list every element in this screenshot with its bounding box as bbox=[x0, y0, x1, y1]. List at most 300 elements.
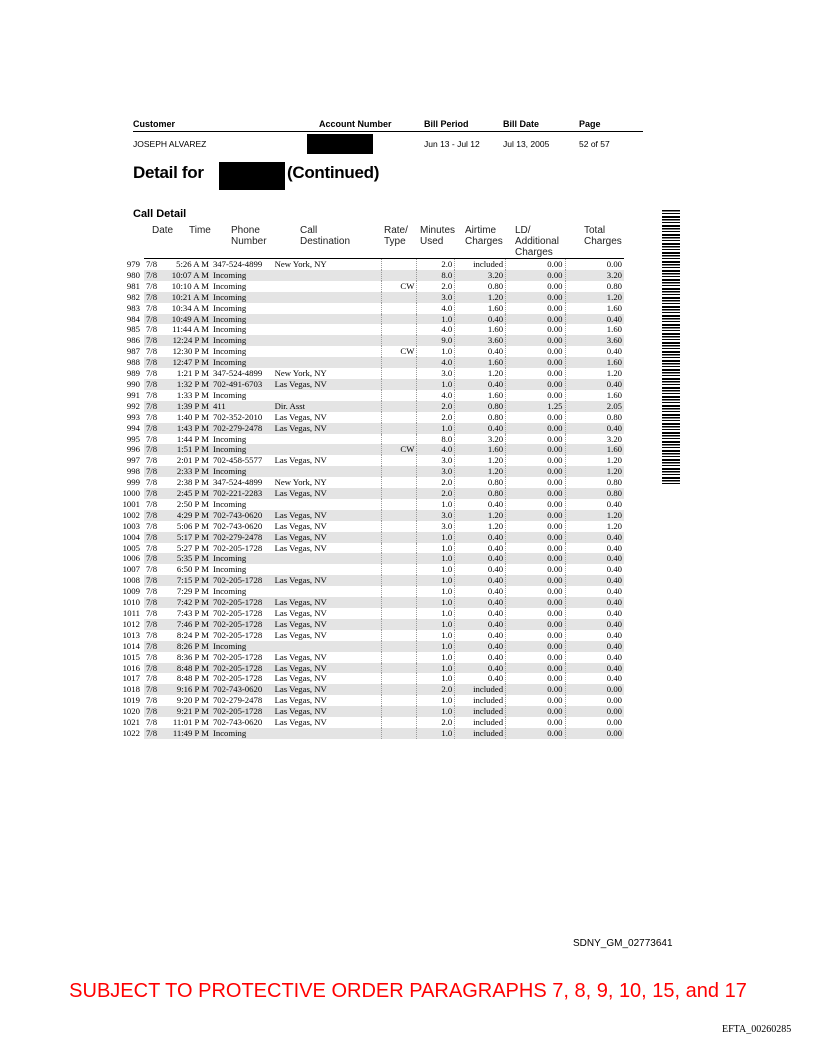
cell-tot: 3.20 bbox=[606, 433, 622, 444]
cell-n: 1004 bbox=[122, 531, 140, 542]
cell-m: 1.0 bbox=[417, 564, 455, 575]
cell-l: 0.00 bbox=[506, 521, 565, 532]
col-total: Total Charges bbox=[584, 225, 622, 247]
cell-p: Incoming bbox=[212, 389, 247, 400]
cell-d: 7/8 bbox=[144, 619, 163, 630]
cell-m: 1.0 bbox=[417, 586, 455, 597]
cell-p: 347-524-4899 bbox=[212, 368, 263, 379]
cell-r bbox=[381, 423, 417, 434]
cell-t: 6:50 P M bbox=[176, 564, 209, 575]
cell-tot: 0.40 bbox=[565, 663, 624, 674]
cell-m: 1.0 bbox=[417, 314, 455, 325]
cell-a: 0.80 bbox=[455, 401, 506, 412]
cell-c: Las Vegas, NV bbox=[273, 597, 382, 608]
cell-n: 979 bbox=[126, 258, 140, 269]
table-row bbox=[118, 488, 624, 499]
cell-d: 7/8 bbox=[144, 553, 163, 564]
cell-p: 411 bbox=[211, 401, 273, 412]
cell-tot: 2.05 bbox=[565, 401, 624, 412]
table-row bbox=[118, 412, 624, 423]
cell-d: 7/8 bbox=[145, 346, 158, 357]
cell-p: 702-205-1728 bbox=[211, 575, 273, 586]
cell-c bbox=[273, 390, 382, 401]
cell-m: 1.0 bbox=[417, 499, 455, 510]
cell-l: 0.00 bbox=[506, 586, 565, 597]
cell-n: 1018 bbox=[122, 684, 140, 695]
cell-a: 0.80 bbox=[455, 488, 506, 499]
cell-r bbox=[381, 717, 417, 728]
cell-r bbox=[381, 510, 417, 521]
cell-n: 1010 bbox=[122, 597, 140, 608]
cell-n: 1015 bbox=[122, 651, 140, 662]
cell-a: 3.20 bbox=[455, 270, 506, 281]
cell-r bbox=[381, 597, 417, 608]
cell-t: 7:42 P M bbox=[163, 597, 211, 608]
cell-d: 7/8 bbox=[145, 280, 158, 291]
cell-t: 8:36 P M bbox=[176, 651, 209, 662]
cell-c bbox=[273, 335, 382, 346]
cell-m: 1.0 bbox=[417, 532, 455, 543]
cell-l: 0.00 bbox=[506, 335, 565, 346]
cell-t: 5:35 P M bbox=[163, 553, 211, 564]
cell-m: 9.0 bbox=[417, 335, 455, 346]
cell-p: Incoming bbox=[211, 466, 273, 477]
cell-r bbox=[381, 521, 417, 532]
cell-l: 0.00 bbox=[506, 357, 565, 368]
cell-c: New York, NY bbox=[273, 368, 382, 379]
continued-label: (Continued) bbox=[287, 163, 380, 182]
col-destination: Call Destination bbox=[300, 225, 351, 247]
cell-d: 7/8 bbox=[145, 695, 158, 706]
cell-tot: 0.40 bbox=[565, 532, 624, 543]
cell-r bbox=[381, 608, 417, 619]
cell-l: 0.00 bbox=[506, 673, 565, 684]
cell-a: 0.40 bbox=[455, 543, 506, 554]
cell-d: 7/8 bbox=[144, 532, 163, 543]
cell-n: 1020 bbox=[122, 706, 140, 717]
cell-p: 347-524-4899 bbox=[211, 259, 273, 270]
cell-tot: 0.00 bbox=[565, 684, 624, 695]
cell-r bbox=[381, 488, 417, 499]
cell-c: Las Vegas, NV bbox=[273, 717, 382, 728]
cell-t: 10:49 A M bbox=[163, 314, 211, 325]
call-detail-heading: Call Detail bbox=[133, 208, 187, 220]
cell-m: 8.0 bbox=[417, 270, 455, 281]
cell-l: 0.00 bbox=[506, 597, 565, 608]
cell-a: 1.60 bbox=[455, 390, 506, 401]
cell-p: 347-524-4899 bbox=[212, 477, 263, 488]
cell-p: Incoming bbox=[212, 498, 247, 509]
cell-t: 4:29 P M bbox=[163, 510, 211, 521]
cell-m: 2.0 bbox=[417, 281, 455, 292]
cell-c: Las Vegas, NV bbox=[273, 412, 382, 423]
col-time: Time bbox=[189, 225, 211, 236]
cell-a: 0.40 bbox=[455, 499, 506, 510]
bill-header bbox=[133, 119, 643, 159]
cell-c: Las Vegas, NV bbox=[273, 695, 382, 706]
cell-r bbox=[381, 532, 417, 543]
cell-a: 0.40 bbox=[455, 532, 506, 543]
cell-c: Las Vegas, NV bbox=[273, 673, 382, 684]
cell-t: 11:49 P M bbox=[163, 728, 211, 739]
cell-m: 1.0 bbox=[417, 652, 455, 663]
cell-a: 0.40 bbox=[455, 608, 506, 619]
cell-t: 1:33 P M bbox=[176, 389, 209, 400]
table-row bbox=[118, 630, 624, 641]
cell-c: Las Vegas, NV bbox=[273, 510, 382, 521]
cell-p: Incoming bbox=[212, 302, 247, 313]
cell-tot: 0.40 bbox=[565, 553, 624, 564]
table-row bbox=[118, 553, 624, 564]
cell-t: 8:26 P M bbox=[163, 641, 211, 652]
table-row bbox=[118, 401, 624, 412]
cell-tot: 0.40 bbox=[606, 586, 622, 597]
cell-l: 0.00 bbox=[506, 314, 565, 325]
cell-n: 997 bbox=[126, 455, 140, 466]
cell-r bbox=[381, 324, 417, 335]
cell-d: 7/8 bbox=[144, 488, 163, 499]
cell-tot: 1.20 bbox=[565, 466, 624, 477]
cell-t: 11:44 A M bbox=[172, 324, 209, 335]
cell-n: 1006 bbox=[122, 553, 140, 564]
cell-p: 702-743-0620 bbox=[212, 520, 263, 531]
cell-r bbox=[381, 641, 417, 652]
cell-d: 7/8 bbox=[144, 597, 163, 608]
cell-d: 7/8 bbox=[145, 717, 158, 728]
cell-r bbox=[381, 630, 417, 641]
cell-tot: 0.40 bbox=[606, 564, 622, 575]
cell-t: 7:43 P M bbox=[176, 608, 209, 618]
cell-r bbox=[381, 303, 417, 314]
cell-m: 2.0 bbox=[417, 488, 455, 499]
cell-l: 0.00 bbox=[506, 663, 565, 674]
cell-r bbox=[381, 357, 417, 368]
cell-t: 2:33 P M bbox=[163, 466, 211, 477]
cell-r bbox=[381, 335, 417, 346]
cell-r bbox=[381, 466, 417, 477]
cell-tot: 0.40 bbox=[606, 346, 622, 357]
cell-c: Las Vegas, NV bbox=[273, 423, 382, 434]
table-row bbox=[118, 314, 624, 325]
cell-d: 7/8 bbox=[145, 542, 158, 553]
cell-n: 981 bbox=[126, 280, 140, 291]
cell-n: 1008 bbox=[122, 575, 140, 586]
table-row bbox=[118, 466, 624, 477]
cell-n: 1022 bbox=[122, 727, 140, 738]
cell-l: 0.00 bbox=[506, 379, 565, 390]
cell-tot: 0.00 bbox=[565, 259, 624, 270]
cell-n: 989 bbox=[126, 368, 140, 379]
cell-d: 7/8 bbox=[144, 684, 163, 695]
cell-tot: 0.40 bbox=[606, 673, 622, 684]
cell-d: 7/8 bbox=[144, 292, 163, 303]
cell-l: 0.00 bbox=[506, 652, 565, 663]
table-row bbox=[118, 684, 624, 695]
cell-c bbox=[273, 499, 382, 510]
cell-d: 7/8 bbox=[145, 520, 158, 531]
cell-c bbox=[273, 444, 382, 455]
table-row bbox=[118, 663, 624, 674]
cell-d: 7/8 bbox=[144, 641, 163, 652]
cell-r bbox=[381, 652, 417, 663]
cell-l: 0.00 bbox=[506, 608, 565, 619]
cell-m: 1.0 bbox=[417, 543, 455, 554]
cell-r bbox=[381, 553, 417, 564]
cell-d: 7/8 bbox=[144, 510, 163, 521]
cell-c bbox=[273, 292, 382, 303]
cell-l: 0.00 bbox=[506, 706, 565, 717]
protective-order-notice: SUBJECT TO PROTECTIVE ORDER PARAGRAPHS 7, 8, 9, 10, 15, and 17 bbox=[69, 980, 747, 1002]
cell-p: Incoming bbox=[211, 292, 273, 303]
cell-t: 9:16 P M bbox=[163, 684, 211, 695]
col-phone: Phone Number bbox=[231, 225, 267, 247]
cell-n: 1016 bbox=[122, 662, 140, 673]
cell-m: 1.0 bbox=[417, 423, 455, 434]
cell-l: 0.00 bbox=[506, 728, 565, 739]
cell-m: 1.0 bbox=[417, 673, 455, 684]
cell-p: Incoming bbox=[211, 357, 273, 368]
cell-a: included bbox=[455, 259, 506, 270]
cell-c: Las Vegas, NV bbox=[273, 521, 382, 532]
cell-m: 1.0 bbox=[417, 706, 455, 717]
cell-c: Las Vegas, NV bbox=[273, 455, 382, 466]
cell-l: 0.00 bbox=[506, 412, 565, 423]
cell-d: 7/8 bbox=[145, 302, 158, 313]
cell-d: 7/8 bbox=[145, 477, 158, 488]
cell-a: 1.60 bbox=[455, 357, 506, 368]
cell-p: 702-205-1728 bbox=[211, 706, 273, 717]
cell-tot: 0.40 bbox=[565, 423, 624, 434]
cell-d: 7/8 bbox=[145, 673, 158, 684]
cell-p: Incoming bbox=[212, 433, 247, 444]
cell-r bbox=[381, 543, 417, 554]
cell-p: 702-205-1728 bbox=[212, 673, 263, 684]
cell-c: New York, NY bbox=[273, 259, 382, 270]
cell-r bbox=[381, 434, 417, 445]
cell-t: 10:10 A M bbox=[171, 280, 209, 291]
table-row bbox=[118, 390, 624, 401]
table-row bbox=[118, 608, 624, 619]
cell-a: 0.40 bbox=[455, 630, 506, 641]
cell-l: 0.00 bbox=[506, 346, 565, 357]
cell-n: 1014 bbox=[122, 640, 140, 651]
cell-c: Las Vegas, NV bbox=[273, 379, 382, 390]
cell-n: 1001 bbox=[122, 498, 140, 509]
cell-l: 0.00 bbox=[506, 423, 565, 434]
cell-r bbox=[381, 728, 417, 739]
cell-t: 11:01 P M bbox=[172, 717, 209, 728]
col-ld: LD/ Additional Charges bbox=[515, 225, 559, 258]
table-row bbox=[118, 292, 624, 303]
cell-d: 7/8 bbox=[144, 466, 163, 477]
table-row bbox=[118, 259, 624, 270]
cell-tot: 1.60 bbox=[565, 357, 624, 368]
bill-period-value: Jun 13 - Jul 12 bbox=[424, 139, 480, 149]
table-row bbox=[118, 695, 624, 706]
cell-a: 3.60 bbox=[455, 335, 506, 346]
table-row bbox=[118, 706, 624, 717]
cell-tot: 1.20 bbox=[565, 510, 624, 521]
cell-p: Incoming bbox=[211, 553, 273, 564]
cell-n: 1007 bbox=[122, 564, 140, 575]
cell-a: 0.40 bbox=[455, 314, 506, 325]
cell-tot: 1.60 bbox=[606, 324, 622, 335]
cell-n: 980 bbox=[126, 269, 140, 280]
title-redaction bbox=[219, 162, 285, 190]
cell-c bbox=[273, 270, 382, 281]
cell-p: 702-205-1728 bbox=[211, 619, 273, 630]
table-row bbox=[118, 434, 624, 445]
cell-l: 0.00 bbox=[506, 466, 565, 477]
cell-tot: 1.20 bbox=[606, 455, 622, 466]
cell-tot: 0.40 bbox=[565, 641, 624, 652]
cell-p: 702-743-0620 bbox=[211, 684, 273, 695]
table-row bbox=[118, 444, 624, 455]
cell-c: Las Vegas, NV bbox=[273, 543, 382, 554]
cell-d: 7/8 bbox=[144, 259, 163, 270]
cell-m: 2.0 bbox=[417, 401, 455, 412]
cell-l: 0.00 bbox=[506, 717, 565, 728]
table-row bbox=[118, 717, 624, 728]
table-row bbox=[118, 281, 624, 292]
cell-r bbox=[381, 379, 417, 390]
cell-tot: 0.80 bbox=[565, 488, 624, 499]
cell-n: 1013 bbox=[122, 629, 140, 640]
cell-p: Incoming bbox=[212, 586, 247, 597]
bill-date-value: Jul 13, 2005 bbox=[503, 139, 550, 149]
cell-p: 702-279-2478 bbox=[211, 532, 273, 543]
cell-tot: 0.80 bbox=[606, 477, 622, 488]
cell-n: 991 bbox=[126, 389, 140, 400]
cell-l: 0.00 bbox=[506, 553, 565, 564]
cell-t: 10:07 A M bbox=[163, 270, 211, 281]
cell-p: 702-205-1728 bbox=[212, 608, 263, 618]
cell-m: 2.0 bbox=[417, 477, 455, 488]
cell-m: 2.0 bbox=[417, 684, 455, 695]
cell-t: 12:24 P M bbox=[163, 335, 211, 346]
cell-d: 7/8 bbox=[144, 728, 163, 739]
table-row bbox=[118, 532, 624, 543]
cell-c bbox=[273, 346, 382, 357]
cell-d: 7/8 bbox=[144, 314, 163, 325]
cell-l: 0.00 bbox=[506, 270, 565, 281]
cell-l: 0.00 bbox=[506, 455, 565, 466]
cell-l: 0.00 bbox=[506, 619, 565, 630]
cell-r: CW bbox=[381, 346, 417, 357]
cell-c: New York, NY bbox=[273, 477, 382, 488]
cell-n: 988 bbox=[126, 357, 140, 368]
cell-a: 0.40 bbox=[455, 673, 506, 684]
table-row bbox=[118, 335, 624, 346]
header-rule bbox=[133, 131, 643, 132]
cell-c: Las Vegas, NV bbox=[273, 619, 382, 630]
cell-r bbox=[381, 455, 417, 466]
cell-c: Dir. Asst bbox=[273, 401, 382, 412]
cell-n: 1003 bbox=[122, 520, 140, 531]
cell-tot: 3.20 bbox=[565, 270, 624, 281]
cell-r bbox=[381, 575, 417, 586]
cell-c bbox=[273, 466, 382, 477]
cell-a: 1.20 bbox=[455, 521, 506, 532]
cell-r bbox=[381, 292, 417, 303]
cell-l: 0.00 bbox=[506, 510, 565, 521]
cell-t: 7:46 P M bbox=[163, 619, 211, 630]
table-row bbox=[118, 619, 624, 630]
cell-c: Las Vegas, NV bbox=[273, 706, 382, 717]
cell-n: 994 bbox=[126, 422, 140, 433]
cell-d: 7/8 bbox=[145, 564, 158, 575]
cell-r bbox=[381, 586, 417, 597]
cell-tot: 0.40 bbox=[565, 619, 624, 630]
cell-t: 10:34 A M bbox=[171, 302, 209, 313]
cell-l: 0.00 bbox=[506, 641, 565, 652]
cell-d: 7/8 bbox=[144, 663, 163, 674]
cell-r bbox=[381, 695, 417, 706]
cell-m: 1.0 bbox=[417, 619, 455, 630]
cell-t: 10:21 A M bbox=[163, 292, 211, 303]
cell-a: 1.20 bbox=[455, 455, 506, 466]
cell-a: 0.40 bbox=[455, 575, 506, 586]
cell-p: 702-205-1728 bbox=[212, 629, 263, 640]
cell-d: 7/8 bbox=[145, 608, 158, 618]
cell-m: 4.0 bbox=[417, 357, 455, 368]
cell-t: 5:06 P M bbox=[176, 520, 209, 531]
cell-t: 2:45 P M bbox=[163, 488, 211, 499]
table-row bbox=[118, 357, 624, 368]
cell-p: 702-205-1728 bbox=[211, 663, 273, 674]
cell-r bbox=[381, 663, 417, 674]
cell-a: 0.40 bbox=[455, 619, 506, 630]
table-row bbox=[118, 641, 624, 652]
cell-l: 0.00 bbox=[506, 292, 565, 303]
cell-r bbox=[381, 390, 417, 401]
cell-r bbox=[381, 706, 417, 717]
cell-n: 990 bbox=[126, 378, 140, 389]
cell-m: 3.0 bbox=[417, 368, 455, 379]
cell-r: CW bbox=[381, 444, 417, 455]
cell-m: 1.0 bbox=[417, 728, 455, 739]
cell-tot: 0.00 bbox=[565, 728, 624, 739]
account-number-label: Account Number bbox=[319, 119, 392, 129]
cell-p: Incoming bbox=[211, 335, 273, 346]
cell-m: 1.0 bbox=[417, 695, 455, 706]
cell-r bbox=[381, 499, 417, 510]
cell-n: 1017 bbox=[122, 673, 140, 684]
table-row bbox=[118, 586, 624, 597]
cell-tot: 0.40 bbox=[606, 608, 622, 618]
cell-d: 7/8 bbox=[145, 433, 158, 444]
efta-number: EFTA_00260285 bbox=[722, 1024, 792, 1035]
cell-m: 1.0 bbox=[417, 597, 455, 608]
table-row bbox=[118, 270, 624, 281]
cell-m: 1.0 bbox=[417, 608, 455, 619]
cell-m: 1.0 bbox=[417, 379, 455, 390]
cell-r bbox=[381, 684, 417, 695]
cell-c bbox=[273, 434, 382, 445]
cell-d: 7/8 bbox=[145, 368, 158, 379]
cell-m: 2.0 bbox=[417, 717, 455, 728]
cell-t: 1:32 P M bbox=[163, 379, 211, 390]
cell-tot: 0.00 bbox=[565, 706, 624, 717]
customer-label: Customer bbox=[133, 119, 176, 129]
cell-n: 987 bbox=[126, 346, 140, 357]
cell-p: Incoming bbox=[212, 280, 247, 291]
cell-n: 985 bbox=[126, 324, 140, 335]
cell-a: included bbox=[455, 695, 506, 706]
cell-m: 2.0 bbox=[417, 412, 455, 423]
cell-p: 702-352-2010 bbox=[212, 411, 263, 422]
cell-n: 993 bbox=[126, 411, 140, 422]
